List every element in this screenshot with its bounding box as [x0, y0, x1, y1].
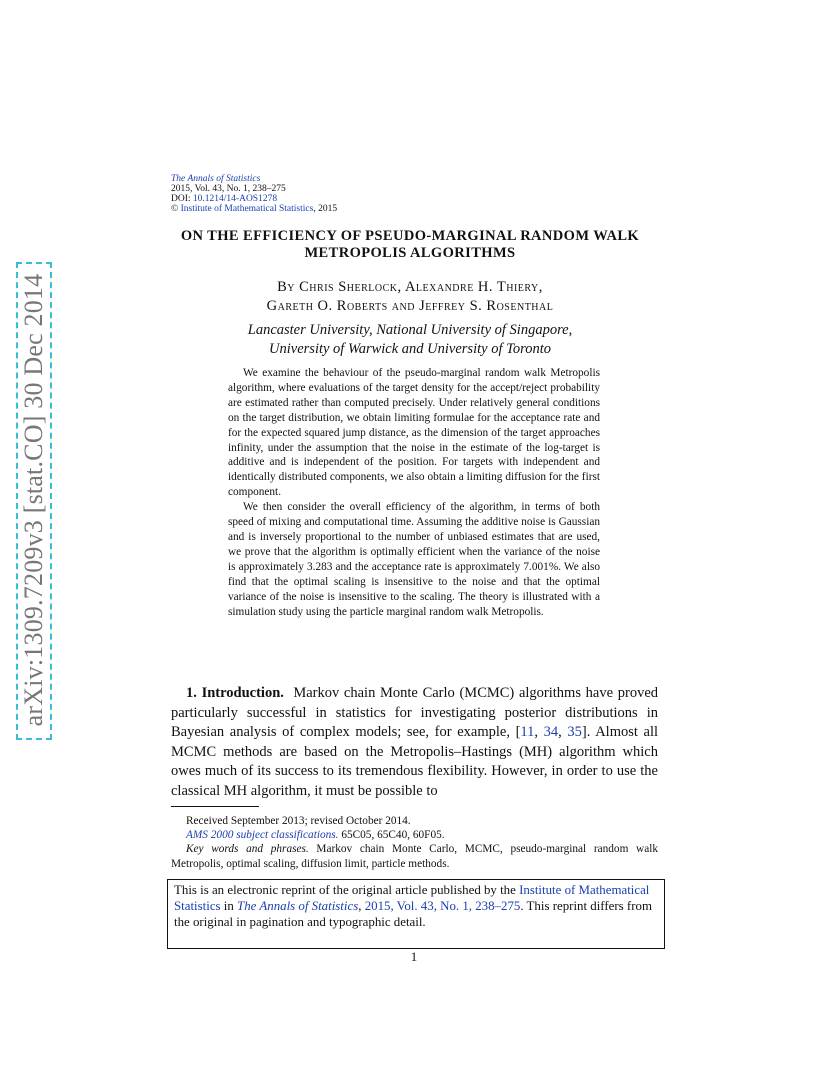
affiliations-line-2: University of Warwick and University of Toronto [269, 341, 551, 357]
citation-link[interactable]: 34 [543, 724, 559, 740]
abstract [228, 366, 600, 619]
reprint-text-2: . This reprint differs from the original in pagination and typographic detail. [174, 899, 652, 929]
reprint-notice [167, 879, 665, 949]
authors-line-2: Gareth O. Roberts and Jeffrey S. Rosenthal [266, 298, 554, 314]
affiliations-line-1: Lancaster University, National University of Singapore, [247, 322, 573, 338]
publisher-link[interactable]: Institute of Mathematical Statistics [180, 204, 314, 214]
introduction-section [171, 684, 658, 801]
journal-info [171, 174, 337, 214]
reprint-in: in [220, 899, 238, 913]
intro-text-a: Markov chain Monte Carlo (MCMC) algorithms have proved particularly successful in statistics for investigating posterior distributions in Bayesian analysis of complex models; see, for example, [ [171, 685, 659, 740]
title-line-2: METROPOLIS ALGORITHMS [304, 245, 516, 261]
journal-volume: 2015, Vol. 43, No. 1, 238–275 [171, 184, 286, 194]
keywords [171, 842, 658, 870]
reprint-publisher-link[interactable]: Institute of Mathematical Statistics [174, 883, 650, 913]
reprint-journal-link[interactable]: The Annals of Statistics [237, 899, 359, 913]
intro-paragraph [171, 684, 658, 801]
copyright-symbol: © [171, 204, 179, 214]
reprint-text-1: This is an electronic reprint of the original article published by the [174, 883, 516, 897]
author-list [140, 278, 680, 316]
ams-classification [171, 828, 658, 842]
section-heading: 1. Introduction. [186, 685, 284, 701]
journal-copyright [171, 204, 337, 214]
footnote-divider [171, 806, 259, 807]
received-date: Received September 2013; revised October 2014. [186, 815, 411, 827]
journal-name-link[interactable]: The Annals of Statistics [171, 174, 261, 184]
ams-codes: 65C05, 65C40, 60F05. [338, 829, 445, 842]
doi-label: DOI: [171, 194, 191, 204]
abstract-paragraph-2: We then consider the overall efficiency of the algorithm, in terms of both speed of mixing and computational time. Assuming the additive noise is Gaussian and is inversely proportional to the number of unbiased estimates that are used, we prove that the algorithm is optimally efficient when the variance of the noise is approximately 3.283 and the acceptance rate is approximately 7.001%. We also find that the optimal scaling is insensitive to the noise and that the optimal variance of the noise is insensitive to the scaling. The theory is illustrated with a simulation study using the particle marginal random walk Metropolis. [228, 501, 600, 618]
affiliation-list [140, 321, 680, 359]
reprint-volume-link[interactable]: 2015, Vol. 43, No. 1, 238–275 [364, 899, 521, 913]
doi-link[interactable]: 10.1214/14-AOS1278 [192, 194, 278, 204]
copyright-year: , 2015 [313, 204, 338, 214]
journal-doi [171, 194, 337, 204]
title-line-1: ON THE EFFICIENCY OF PSEUDO-MARGINAL RANDOM WALK [180, 228, 640, 244]
ams-classification-link[interactable]: AMS 2000 subject classifications. [186, 829, 339, 842]
keywords-text: Markov chain Monte Carlo, MCMC, pseudo-marginal random walk Metropolis, optimal scaling, diffusion limit, particle methods. [171, 843, 658, 870]
footnotes [171, 814, 658, 871]
intro-text-b: ]. Almost all MCMC methods are based on the Metropolis–Hastings (MH) algorithm which owes much of its success to its tremendous flexibility. However, in order to use the classical MH algorithm, it must be possible to [171, 724, 659, 799]
keywords-label: Key words and phrases. [186, 843, 309, 856]
authors-line-1: By Chris Sherlock, Alexandre H. Thiery, [277, 279, 543, 295]
paper-title [140, 228, 680, 262]
citation-separator: , [534, 724, 544, 740]
citation-separator: , [558, 724, 568, 740]
arxiv-identifier: arXiv:1309.7209v3 [stat.CO] 30 Dec 2014 [19, 273, 48, 727]
abstract-paragraph-1: We examine the behaviour of the pseudo-marginal random walk Metropolis algorithm, where evaluations of the target density for the accept/reject probability are estimated rather than computed precisely. Under relatively general conditions on the target distribution, we obtain limiting formulae for the acceptance rate and for the expected squared jump distance, as the dimension of the target approaches infinity, under the assumption that the noise in the estimate of the log-target is additive and is independent of the position. For targets with independent and identically distributed components, we also obtain a limiting diffusion for the first component. [228, 367, 600, 499]
reprint-comma: , [358, 899, 362, 913]
citation-link[interactable]: 35 [567, 724, 582, 740]
citation-link[interactable]: 11 [520, 724, 535, 740]
page-number: 1 [410, 950, 418, 964]
